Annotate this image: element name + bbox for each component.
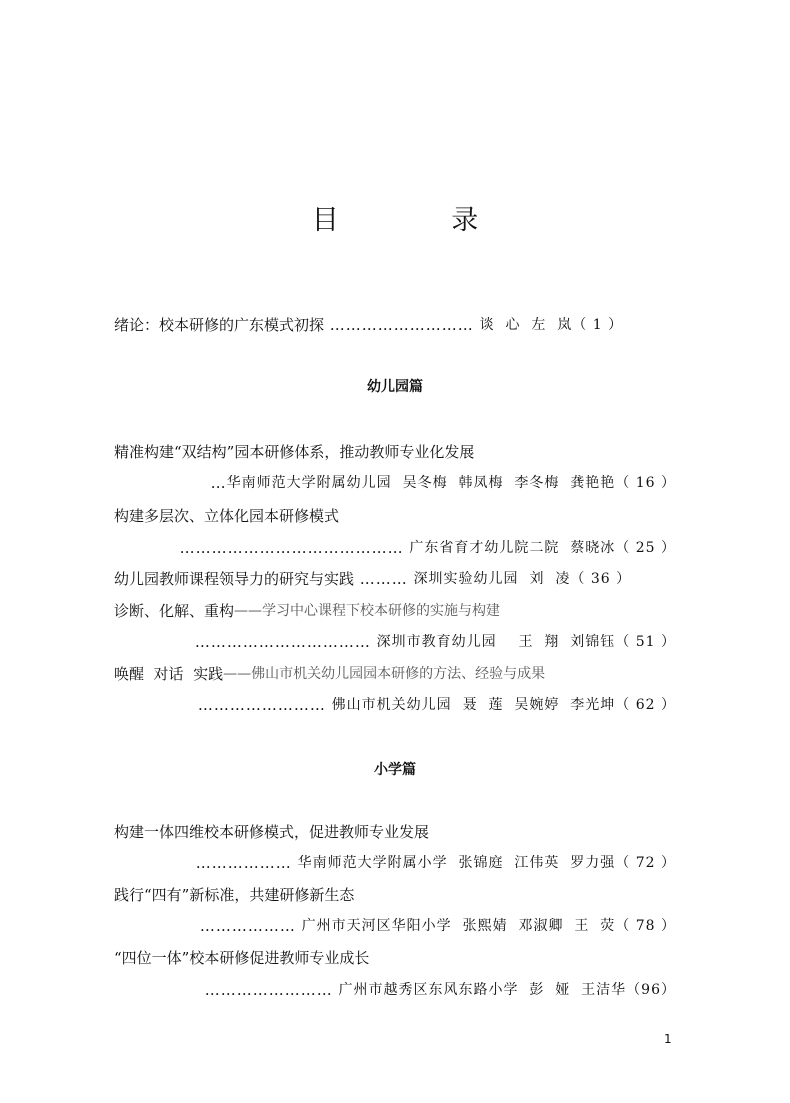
entry-title: 构建多层次、立体化园本研修模式 bbox=[114, 507, 340, 525]
page-title: 目 录 bbox=[311, 205, 531, 236]
toc-entry-authors-8[interactable] bbox=[114, 977, 676, 1003]
leader-dots: ……………… bbox=[199, 917, 302, 935]
toc-entry-title-2[interactable] bbox=[114, 503, 676, 529]
entry-authors: 深圳市教育幼儿园 王 翔 刘锦钰（ 51 ） bbox=[376, 634, 676, 650]
leader-dots: …………………………… bbox=[194, 633, 377, 651]
toc-entry-authors-7[interactable] bbox=[114, 913, 676, 939]
toc-entry-authors-1[interactable] bbox=[114, 470, 676, 496]
toc-entry-title-8[interactable] bbox=[114, 945, 676, 971]
toc-entry-authors-5[interactable] bbox=[114, 692, 676, 718]
toc-entry-3[interactable] bbox=[114, 566, 676, 592]
entry-title: 践行“四有”新标准，共建研修新生态 bbox=[114, 886, 355, 904]
entry-subtitle: ——学习中心课程下校本研修的实施与构建 bbox=[234, 603, 501, 619]
entry-authors: 华南师范大学附属小学 张锦庭 江伟英 罗力强（ 72 ） bbox=[297, 855, 676, 871]
entry-authors: 广州市越秀区东风东路小学 彭 娅 王洁华（96） bbox=[338, 982, 676, 998]
toc-entry-title-7[interactable] bbox=[114, 882, 676, 908]
leader-dots: …………………… bbox=[197, 696, 332, 714]
toc-entry-title-4[interactable] bbox=[114, 598, 676, 624]
leader-dots: ……………………… bbox=[324, 316, 480, 334]
toc-entry-title-6[interactable] bbox=[114, 819, 676, 845]
toc-entry-title-5[interactable] bbox=[114, 661, 676, 687]
section-heading-kindergarten: 幼儿园篇 bbox=[367, 379, 423, 395]
entry-authors: 谈 心 左 岚（ 1 ） bbox=[479, 317, 624, 333]
toc-entry-intro[interactable] bbox=[114, 312, 676, 338]
leader-dots: …………………… bbox=[204, 981, 339, 999]
entry-authors: 华南师范大学附属幼儿园 吴冬梅 韩凤梅 李冬梅 龚艳艳（ 16 ） bbox=[226, 475, 676, 491]
leader-dots: … bbox=[210, 474, 227, 492]
entry-title: 绪论：校本研修的广东模式初探 bbox=[114, 316, 325, 334]
toc-entry-authors-6[interactable] bbox=[114, 850, 676, 876]
page-number: 1 bbox=[664, 1032, 672, 1046]
entry-title: “四位一体”校本研修促进教师专业成长 bbox=[114, 949, 370, 967]
toc-entry-authors-2[interactable] bbox=[114, 535, 676, 561]
entry-authors: 广东省育才幼儿院二院 蔡晓冰（ 25 ） bbox=[409, 540, 676, 556]
leader-dots: ……… bbox=[354, 570, 414, 588]
leader-dots: …………………………………… bbox=[179, 539, 410, 557]
leader-dots: ……………… bbox=[195, 854, 298, 872]
entry-title: 幼儿园教师课程领导力的研究与实践 bbox=[114, 570, 355, 588]
entry-subtitle: ——佛山市机关幼儿园园本研修的方法、经验与成果 bbox=[223, 666, 546, 682]
section-heading-primary: 小学篇 bbox=[374, 762, 416, 778]
entry-title: 唤醒 对话 实践 bbox=[114, 665, 224, 683]
entry-authors: 深圳实验幼儿园 刘 凌（ 36 ） bbox=[413, 571, 632, 587]
toc-entry-title-1[interactable] bbox=[114, 439, 676, 465]
entry-title: 诊断、化解、重构 bbox=[114, 602, 235, 620]
entry-authors: 广州市天河区华阳小学 张熙婧 邓淑卿 王 荧（ 78 ） bbox=[301, 918, 676, 934]
entry-title: 精准构建“双结构”园本研修体系，推动教师专业化发展 bbox=[114, 443, 475, 461]
entry-title: 构建一体四维校本研修模式，促进教师专业发展 bbox=[114, 823, 430, 841]
entry-authors: 佛山市机关幼儿园 聂 莲 吴婉婷 李光坤（ 62 ） bbox=[331, 697, 676, 713]
toc-entry-authors-4[interactable] bbox=[114, 629, 676, 655]
